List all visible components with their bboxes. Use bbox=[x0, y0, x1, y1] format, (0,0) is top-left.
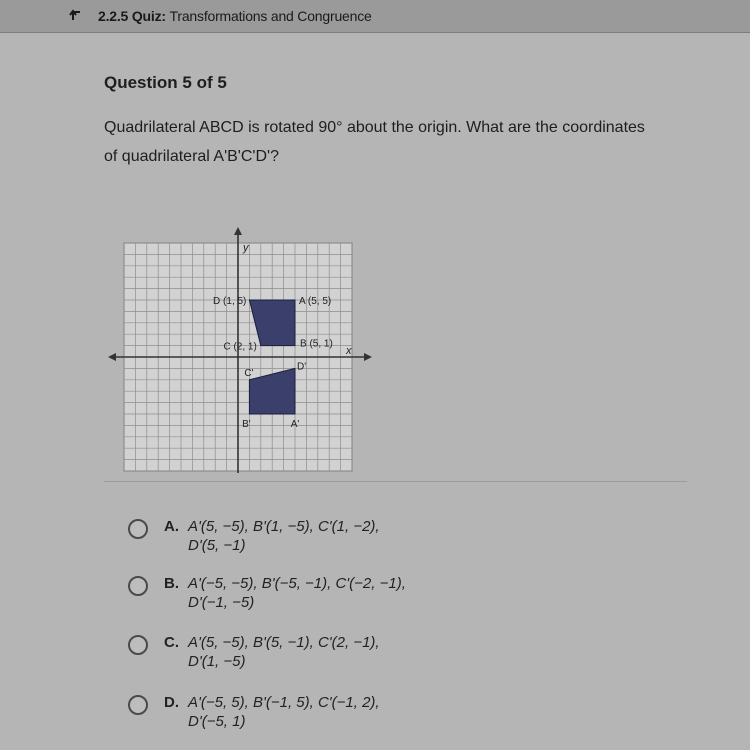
question-text bbox=[104, 113, 684, 171]
radio-option-b[interactable] bbox=[128, 576, 148, 596]
quiz-title bbox=[98, 8, 372, 24]
option-a-line2: D'(5, −1) bbox=[188, 537, 246, 554]
top-bar bbox=[0, 0, 750, 33]
option-b-line1: A'(−5, −5), B'(−5, −1), C'(−2, −1), bbox=[188, 575, 406, 592]
option-b[interactable] bbox=[128, 574, 608, 612]
graph-svg bbox=[104, 203, 374, 473]
label-a-prime: A' bbox=[290, 419, 300, 430]
label-b-prime: B' bbox=[242, 419, 251, 430]
y-axis-arrow-up bbox=[234, 227, 242, 235]
radio-option-c[interactable] bbox=[128, 635, 148, 655]
label-c: C (2, 1) bbox=[223, 341, 257, 353]
question-text-line2: of quadrilateral A'B'C'D'? bbox=[104, 148, 279, 165]
back-arrow-icon[interactable] bbox=[66, 5, 88, 27]
label-a: A (5, 5) bbox=[299, 296, 332, 307]
quiz-name: Transformations and Congruence bbox=[169, 8, 372, 24]
question-text-line1: Quadrilateral ABCD is rotated 90° about the origin. What are the coordinates bbox=[104, 119, 645, 136]
x-axis-arrow-left bbox=[108, 353, 116, 361]
option-d-text bbox=[188, 693, 380, 731]
label-b: B (5, 1) bbox=[300, 338, 333, 350]
radio-option-a[interactable] bbox=[128, 519, 148, 539]
label-c-prime: C' bbox=[244, 367, 254, 379]
option-b-line2: D'(−1, −5) bbox=[188, 594, 255, 611]
option-a-letter: A. bbox=[164, 518, 179, 535]
option-a[interactable] bbox=[128, 517, 608, 555]
radio-option-d[interactable] bbox=[128, 695, 148, 715]
quiz-label: Quiz: bbox=[131, 8, 166, 24]
option-b-letter: B. bbox=[164, 575, 179, 592]
option-a-text bbox=[188, 517, 380, 555]
label-d-prime: D' bbox=[297, 361, 307, 373]
quiz-number: 2.2.5 bbox=[98, 8, 129, 24]
option-d-letter: D. bbox=[164, 694, 179, 711]
option-d-line2: D'(−5, 1) bbox=[188, 713, 246, 730]
option-d-line1: A'(−5, 5), B'(−1, 5), C'(−1, 2), bbox=[188, 694, 380, 711]
option-c-text bbox=[188, 633, 380, 671]
divider bbox=[104, 481, 687, 482]
option-a-line1: A'(5, −5), B'(1, −5), C'(1, −2), bbox=[188, 518, 380, 535]
option-c[interactable] bbox=[128, 633, 608, 671]
option-c-letter: C. bbox=[164, 634, 179, 651]
option-c-line2: D'(1, −5) bbox=[188, 653, 246, 670]
x-axis-arrow-right bbox=[364, 353, 372, 361]
question-heading: Question 5 of 5 bbox=[104, 73, 227, 92]
label-d: D (1, 5) bbox=[213, 296, 247, 307]
option-d[interactable] bbox=[128, 693, 608, 731]
option-c-line1: A'(5, −5), B'(5, −1), C'(2, −1), bbox=[188, 634, 380, 651]
y-axis-label: y bbox=[243, 242, 249, 254]
question-page bbox=[0, 33, 750, 750]
option-b-text bbox=[188, 574, 406, 612]
x-axis-label: x bbox=[346, 345, 352, 357]
coordinate-graph bbox=[104, 203, 374, 478]
